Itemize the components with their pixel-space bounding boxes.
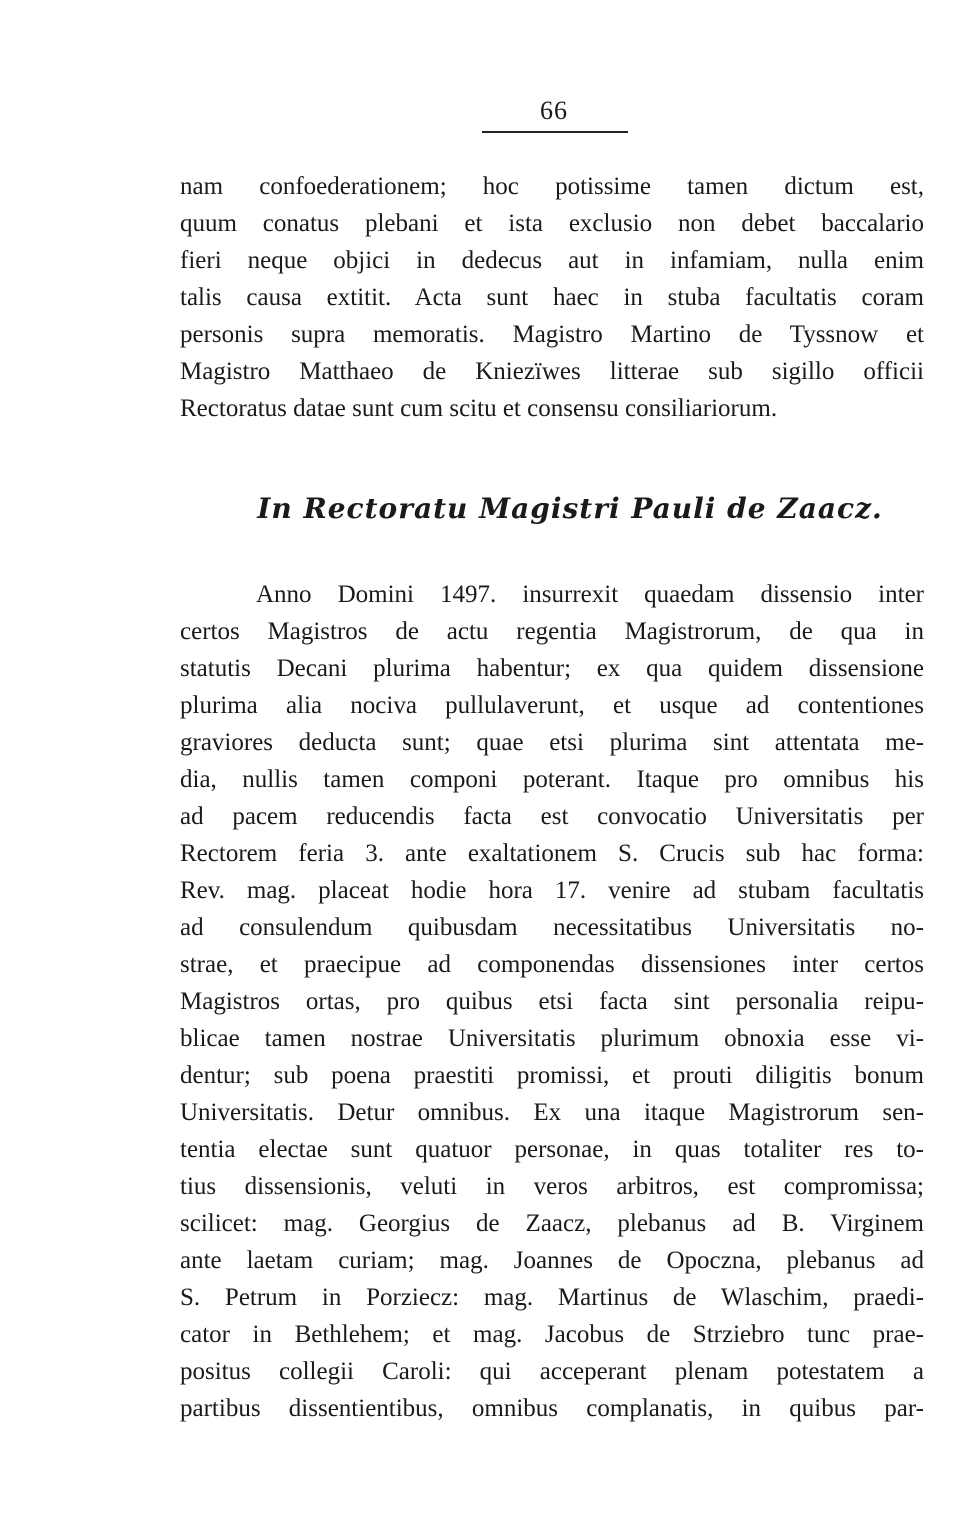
text-line: tius dissensionis, veluti in veros arbitros, est compromissa; [180, 1173, 924, 1200]
text-line: dia, nullis tamen componi poterant. Itaque pro omnibus his [180, 766, 924, 793]
text-line: Magistros ortas, pro quibus etsi facta sint personalia reipu- [180, 988, 924, 1015]
text-line: ante laetam curiam; mag. Joannes de Opoczna, plebanus ad [180, 1247, 924, 1274]
text-line: graviores deducta sunt; quae etsi plurima sint attentata me- [180, 729, 924, 756]
text-line: scilicet: mag. Georgius de Zaacz, plebanus ad B. Virginem [180, 1210, 924, 1237]
text-line: fieri neque objici in dedecus aut in infamiam, nulla enim [180, 247, 924, 274]
text-line: nam confoederationem; hoc potissime tamen dictum est, [180, 173, 924, 200]
text-line: Rectoratus datae sunt cum scitu et consensu consiliariorum. [180, 395, 778, 422]
paragraph-2 [180, 576, 924, 1427]
text-line: Rev. mag. placeat hodie hora 17. venire ad stubam facultatis [180, 877, 924, 904]
page-number: 66 [540, 96, 568, 125]
text-line: personis supra memoratis. Magistro Martino de Tyssnow et [180, 321, 924, 348]
text-line: partibus dissentientibus, omnibus complanatis, in quibus par- [180, 1395, 924, 1422]
text-line: blicae tamen nostrae Universitatis plurimum obnoxia esse vi- [180, 1025, 924, 1052]
text-line: positus collegii Caroli: qui acceperant plenam potestatem a [180, 1358, 924, 1385]
text-line: talis causa extitit. Acta sunt haec in stuba facultatis coram [180, 284, 924, 311]
text-line: Rectorem feria 3. ante exaltationem S. Crucis sub hac forma: [180, 840, 924, 867]
header-rule [482, 131, 628, 133]
text-line: ad consulendum quibusdam necessitatibus Universitatis no- [180, 914, 924, 941]
text-line: dentur; sub poena praestiti promissi, et prouti diligitis bonum [180, 1062, 924, 1089]
paragraph-1 [180, 168, 924, 427]
text-line: Anno Domini 1497. insurrexit quaedam dissensio inter [256, 581, 924, 608]
section-heading: In Rectoratu Magistri Pauli de Zaacz. [257, 492, 883, 525]
text-line: cator in Bethlehem; et mag. Jacobus de Strziebro tunc prae- [180, 1321, 924, 1348]
text-line: strae, et praecipue ad componendas dissensiones inter certos [180, 951, 924, 978]
text-line: certos Magistros de actu regentia Magistrorum, de qua in [180, 618, 924, 645]
text-line: tentia electae sunt quatuor personae, in quas totaliter res to- [180, 1136, 924, 1163]
text-line: quum conatus plebani et ista exclusio non debet baccalario [180, 210, 924, 237]
text-line: Universitatis. Detur omnibus. Ex una itaque Magistrorum sen- [180, 1099, 924, 1126]
text-line: S. Petrum in Porziecz: mag. Martinus de Wlaschim, praedi- [180, 1284, 924, 1311]
text-line: Magistro Matthaeo de Kniezïwes litterae sub sigillo officii [180, 358, 924, 385]
text-line: statutis Decani plurima habentur; ex qua quidem dissensione [180, 655, 924, 682]
text-line: plurima alia nociva pullulaverunt, et usque ad contentiones [180, 692, 924, 719]
text-line: ad pacem reducendis facta est convocatio Universitatis per [180, 803, 924, 830]
